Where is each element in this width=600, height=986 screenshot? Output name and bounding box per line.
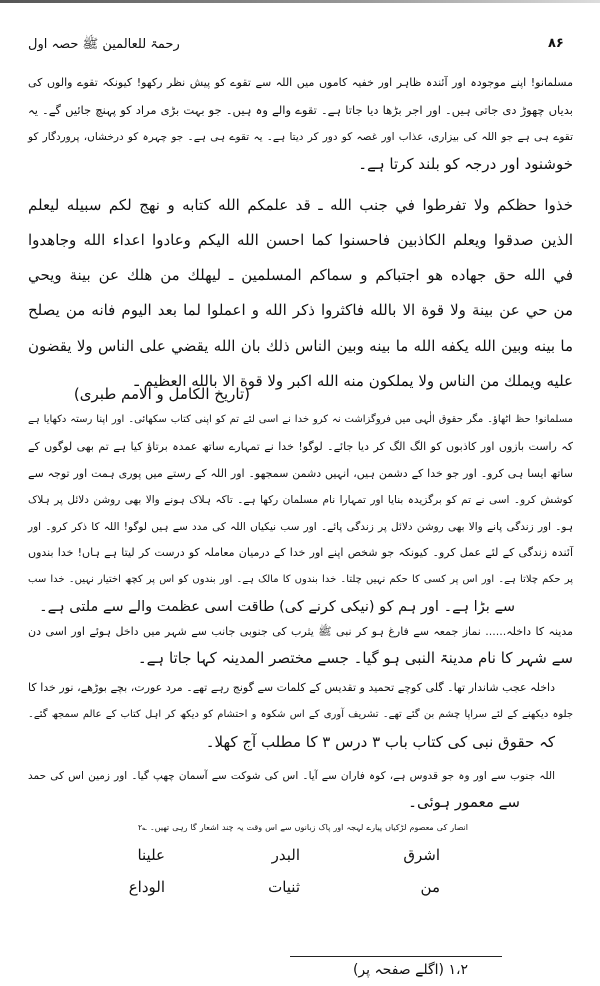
madina-entry-line: سے شہر کا نام مدینۃ النبی ہو گیا۔ جسے مختصر المدینہ کہا جاتا ہے۔ [137,649,573,667]
scripture-quote-line: سے معمور ہوئی۔ [408,793,520,811]
scan-edge [0,0,600,3]
madina-entry-line: مدینہ کا داخلہ...... نماز جمعہ سے فارغ ہو کر نبی ﷺ یثرب کی جنوبی جانب سے شہر میں داخل ہوئے اور اسی دن [28,625,573,638]
paragraph-3-line: ہو۔ اور زندگی پانے والا بھی روشن دلائل پر زندگی پائے۔ اور سب نیکیاں اللہ کی مدد سے ہیں لوگو! اللہ کا ذکر کرو۔ اور [28,521,573,533]
arabic-quote-line: الذين صدقوا ويعلم الكاذبين فاحسنوا كما احسن الله اليكم وعادوا اعداء الله وجاهدوا [28,231,573,249]
paragraph-3-line: کہ راست بازوں اور کاذبوں کو الگ الگ کر دیا جائے۔ لوگو! خدا نے تمہارے ساتھ عمدہ برتاؤ کیا ہے تم بھی لوگوں کے [28,440,573,453]
arabic-quote-line: من حي عن بينة ولا قوة الا بالله فاكثروا ذكر الله و اعملوا لما بعد اليوم فانه من يصلح [28,301,573,319]
poem-word: من [420,878,440,896]
paragraph-3-line: پر حکم چلاتا ہے۔ اور اس پر کسی کا حکم نہیں چلتا۔ خدا بندوں کا مالک ہے۔ اور بندوں کو اس پر کچھ اختیار نہیں۔ خدا سب [28,574,573,585]
paragraph-1-line: بدیاں چھوڑ دی جاتی ہیں۔ اور اجر بڑھا دیا جاتا ہے۔ تقوے والے وہ ہیں۔ جو بہت بڑی مراد کو پہنچ جائیں گے۔ یہ [28,103,573,117]
paragraph-1-line: تقوے ہی ہے جو اللہ کی بیزاری، عذاب اور غصہ کو دور کر دیتا ہے۔ یہ تقوے ہی ہے۔ جو چہرہ کو درخشاں، پروردگار کو [28,131,573,143]
poem-intro: انصار کی معصوم لڑکیاں پیارے لہجہ اور پاک زبانوں سے اس وقت یہ چند اشعار گا رہی تھیں۔ ؎۲ [138,823,468,832]
paragraph-1-line: مسلمانو! اپنے موجودہ اور آئندہ ظاہر اور خفیہ کاموں میں اللہ سے تقوے کو پیش نظر رکھو! کیونکہ تقوے والوں کی [28,76,573,89]
paragraph-1-line: خوشنود اور درجہ کو بلند کرتا ہے۔ [358,155,573,173]
arabic-quote-line: عليه ويملك من الناس ولا يملكون منه الله اكبر ولا قوة الا بالله العظيم ـ [134,372,573,390]
poem-word: الوداع [128,878,165,896]
paragraph-3-line: مسلمانو! حظ اٹھاؤ۔ مگر حقوق الٰہی میں فروگزاشت نہ کرو خدا نے اسی لئے تم کو اپنی کتاب سکھائی۔ اور اپنا رستہ دکھایا ہے [28,414,573,425]
entry-description-line: کہ حقوق نبی کی کتاب باب ۳ درس ۳ کا مطلب آج کھلا۔ [205,733,555,751]
footnote-divider [290,956,502,957]
entry-description-line: داخلہ عجب شاندار تھا۔ گلی کوچے تحمید و تقدیس کے کلمات سے گونج رہے تھے۔ مرد عورت، بچے بوڑھے، نور خدا کا [28,681,555,694]
arabic-quote-line: في الله حق جهاده هو اجتباكم و سماكم المسلمين ـ ليهلك من هلك عن بينة ويحي [28,266,573,284]
poem-word: علينا [137,846,165,864]
entry-description-line: جلوہ دیکھنے کے لئے سراپا چشم بن گئے تھے۔ تشریف آوری کے اس شکوہ و احتشام کو دیکھ کر اہل کتاب کے عالم سمجھ گئے۔ [28,709,573,720]
poem-word: اشرق [403,846,440,864]
footnote: ۱،۲ (اگلے صفحہ پر) [352,962,468,978]
arabic-quote-line: ما بينه وبين الله يكفه الله ما بينه وبين الناس ذلك بان الله يقضي على الناس ولا يقضون [28,337,573,355]
page-number: ۸۶ [548,36,564,51]
scripture-quote-line: اللہ جنوب سے اور وہ جو قدوس ہے، کوہ فاران سے آیا۔ اس کی شوکت سے آسمان چھپ گیا۔ اور زمین اس کی حمد [28,770,555,782]
running-header-title: رحمۃ للعالمین ﷺ حصہ اول [28,37,180,52]
paragraph-3-line: سے بڑا ہے۔ اور ہم کو (نیکی کرنے کی) طاقت اسی عظمت والے سے ملتی ہے۔ [39,599,515,615]
arabic-quote-line: خذوا حظكم ولا تفرطوا في جنب الله ـ قد علمكم الله كتابه و نهج لكم سبيله ليعلم [28,196,573,214]
paragraph-3-line: ساتھ ایسا ہی کرو۔ اور جو خدا کے دشمن ہیں، انہیں دشمن سمجھو۔ اور اللہ کے رستے میں پوری ہمت اور توجہ سے [28,467,573,480]
paragraph-3-line: آئندہ زندگی کے لئے عمل کرو۔ کیونکہ جو شخص اپنے اور خدا کے درمیان معاملہ کو درست کر لیتا ہے ہاں! خدا بندوں [28,546,573,559]
paragraph-3-line: کوشش کرو۔ اسی نے تم کو برگزیدہ بنایا اور تمہارا نام مسلمان رکھا ہے۔ تاکہ ہلاک ہونے والا بھی روشن دلائل پر ہلاک [28,494,573,506]
poem-word: البدر [271,846,300,864]
citation: (تاریخ الکامل و الامم طبری) [73,385,250,403]
poem-word: ثنيات [268,878,300,896]
